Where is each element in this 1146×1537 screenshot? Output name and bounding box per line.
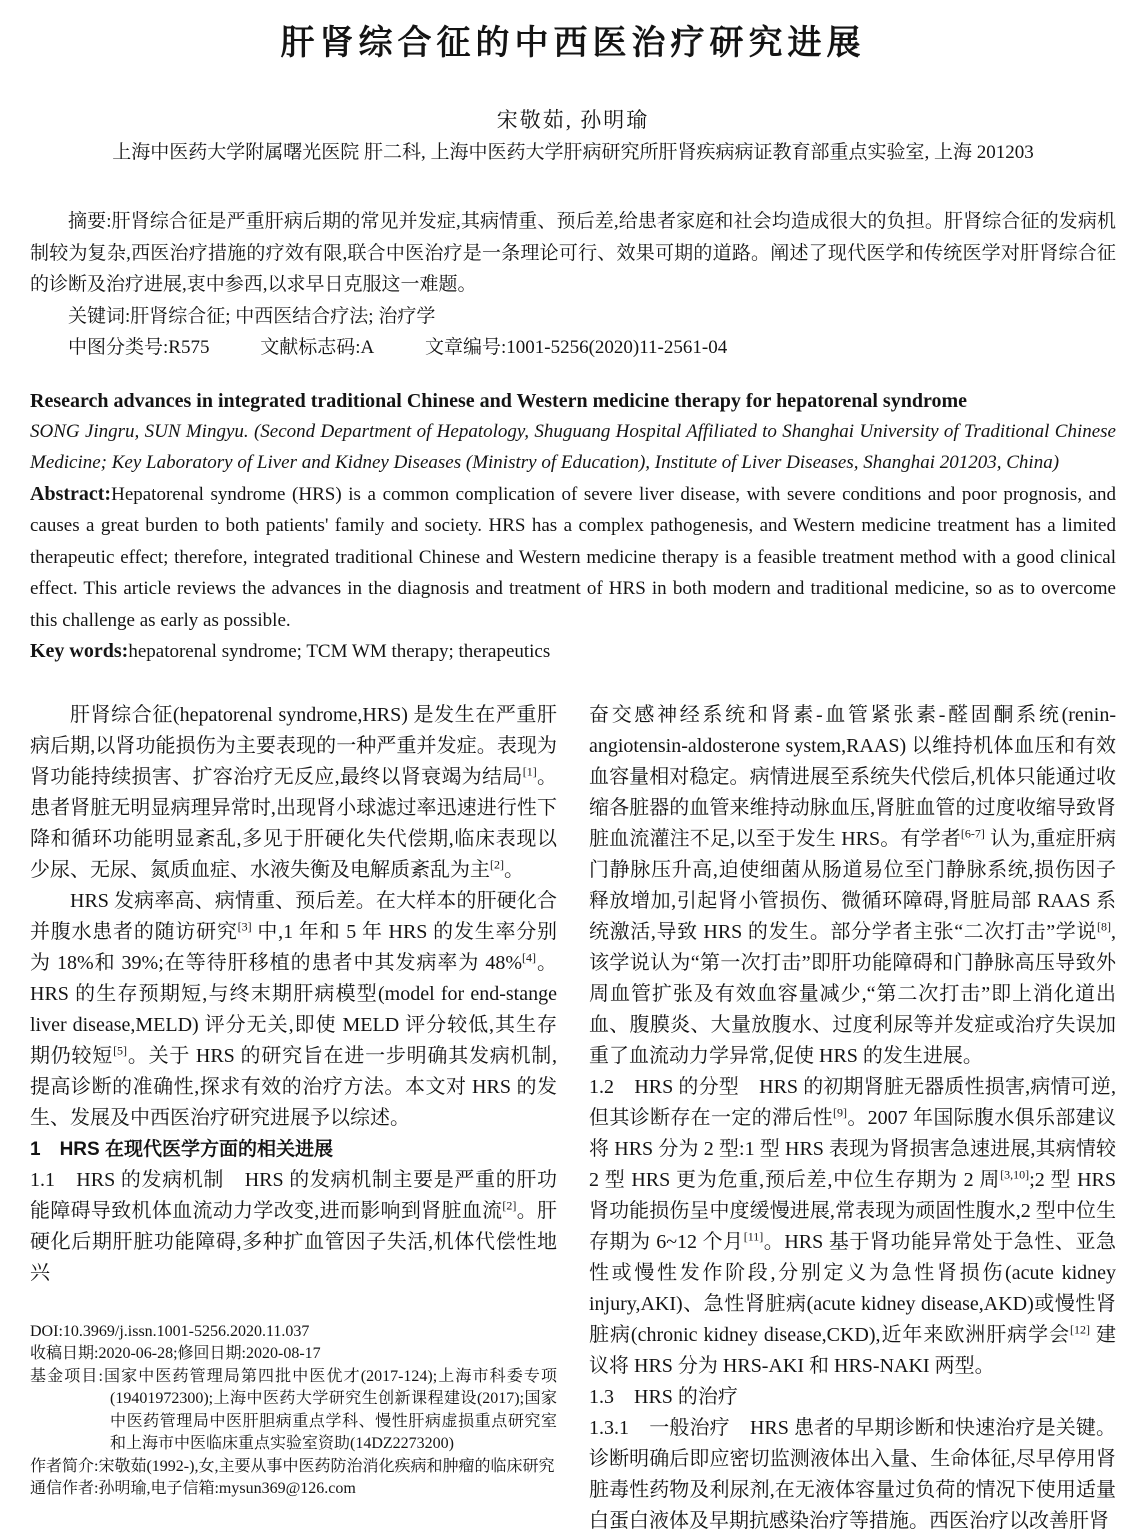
- keywords-label-cn: 关键词:: [68, 305, 131, 327]
- footnote-line: [30, 1366, 557, 1456]
- reference-superscript: [6-7]: [960, 825, 985, 840]
- doc-code-value: A: [360, 337, 375, 358]
- footnote-text: 国家中医药管理局第四批中医优才(2017-124);上海市科委专项(19401972300);上海中医药大学研究生创新课程建设(2017);国家中医药管理局中医肝胆病重点学科、慢性肝病虚损重点研究室和上海市中医临床重点实验室资助(14DZ2273200): [102, 1367, 557, 1452]
- footnote-text: 收稿日期:2020-06-28;修回日期:2020-08-17: [30, 1345, 321, 1362]
- reference-superscript: [3]: [237, 918, 252, 933]
- byline-en: SONG Jingru, SUN Mingyu. (Second Department of Hepatology, Shuguang Hospital Affiliated to Shanghai University of Traditional Chinese Medicine; Key Laboratory of Liver and Kidney Diseases (Ministry of Education), Institute of Liver Diseases, Shanghai 201203, China): [30, 420, 1116, 473]
- text-run: 。2007 年国际腹水俱乐部建议将 HRS 分为 2 型:1 型 HRS 表现为肾损害急速进展,其病情较 2 型 HRS 更为危重,预后差,中位生存期为 2 周: [589, 1106, 1116, 1191]
- text-run: 。HRS 的生存预期短,与终末期肝病模型(model for end-stange liver disease,MELD) 评分无关,即使 MELD 评分较低,其生存期仍较短: [30, 951, 557, 1067]
- abstract-label-en: Abstract:: [30, 482, 112, 505]
- section-heading: [589, 1382, 1116, 1413]
- text-run: 1.2 HRS 的分型 HRS 的初期肾脏无器质性损害,病情可逆,但其诊断存在一定的滞后性: [589, 1075, 1116, 1129]
- text-run: 建议将 HRS 分为 HRS-AKI 和 HRS-NAKI 两型。: [589, 1323, 1116, 1377]
- keywords-text-en: hepatorenal syndrome; TCM WM therapy; therapeutics: [128, 641, 551, 662]
- text-run: 中,1 年和 5 年 HRS 的发生率分别为 18%和 39%;在等待肝移植的患者中其发病率为 48%: [30, 920, 558, 974]
- abstract-paragraph-cn: [30, 206, 1116, 301]
- abstract-label-cn: 摘要:: [68, 211, 112, 232]
- footnote-label: 基金项目:: [30, 1367, 103, 1385]
- reference-superscript: [4]: [522, 949, 537, 964]
- text-run: ;2 型 HRS 肾功能损伤呈中度缓慢进展,常表现为顽固性腹水,2 型中位生存期为 6~12 个月: [589, 1168, 1117, 1253]
- footnote-line: [30, 1478, 557, 1501]
- text-run: 1.3 HRS 的治疗: [589, 1385, 738, 1408]
- text-run: 1.3.1 一般治疗 HRS 患者的早期诊断和快速治疗是关键。诊断明确后即应密切监测液体出入量、生命体征,尽早停用肾脏毒性药物及利尿剂,在无液体容量过负荷的情况下使用适量白蛋白液体及早期抗感染治疗等措施。西医治疗以改善肝肾: [589, 1416, 1116, 1532]
- footnote-line: [30, 1343, 557, 1366]
- authors-cn: 宋敬茹, 孙明瑜: [496, 108, 650, 132]
- article-title-en: Research advances in integrated traditional Chinese and Western medicine therapy for hepatorenal syndrome: [30, 389, 968, 412]
- keywords-label-en: Key words:: [30, 640, 129, 662]
- keywords-line-cn: [30, 301, 1116, 333]
- two-column-body: [30, 700, 1116, 1537]
- text-run: 。: [504, 858, 524, 881]
- affiliation-cn: 上海中医药大学附属曙光医院 肝二科, 上海中医药大学肝病研究所肝肾疾病病证教育部重点实验室, 上海 201203: [112, 142, 1034, 163]
- doc-code-label: 文献标志码:: [260, 337, 361, 358]
- abstract-paragraph-en: [30, 479, 1116, 637]
- clc-pair: [68, 337, 209, 358]
- text-run: HRS 发病率高、病情重、预后差。在大样本的肝硬化合并腹水患者的随访研究: [30, 889, 557, 943]
- right-column: [589, 700, 1116, 1537]
- reference-superscript: [11]: [743, 1228, 764, 1243]
- footnote-text: 宋敬茹(1992-),女,主要从事中医药防治消化疾病和肿瘤的临床研究: [98, 1457, 555, 1475]
- body-paragraph: [589, 700, 1116, 1072]
- doc-code-pair: [260, 337, 374, 358]
- text-run: 奋交感神经系统和肾素-血管紧张素-醛固酮系统(renin-angiotensin-aldosterone system,RAAS) 以维持机体血压和有效血容量相对稳定。病情进展至系统失代偿后,机体只能通过收缩各脏器的血管来维持动脉血压,肾脏血管的过度收缩导致肾脏血流灌注不足,以至于发生 HRS。有学者: [589, 703, 1116, 850]
- reference-superscript: [5]: [113, 1042, 128, 1057]
- reference-superscript: [3,10]: [1000, 1166, 1030, 1181]
- footnote-text: 孙明瑜,电子信箱:mysun369@126.com: [98, 1480, 356, 1497]
- reference-superscript: [12]: [1070, 1321, 1091, 1336]
- clc-label: 中图分类号:: [68, 337, 169, 358]
- abstract-text-cn: 肝肾综合征是严重肝病后期的常见并发症,其病情重、预后差,给患者家庭和社会均造成很大的负担。肝肾综合征的发病机制较为复杂,西医治疗措施的疗效有限,联合中医治疗是一条理论可行、效果可期的道路。阐述了现代医学和传统医学对肝肾综合征的诊断及治疗进展,衷中参西,以求早日克服这一难题。: [30, 211, 1116, 295]
- text-run: 认为,重症肝病门静脉压升高,迫使细菌从肠道易位至门静脉系统,损伤因子释放增加,引起肾小管损伤、微循环障碍,肾脏局部 RAAS 系统激活,导致 HRS 的发生。部分学者主张“二次打击”学说: [589, 827, 1117, 943]
- article-title-cn: 肝肾综合征的中西医治疗研究进展: [280, 25, 866, 62]
- text-run: 肝肾综合征(hepatorenal syndrome,HRS) 是发生在严重肝病后期,以肾功能损伤为主要表现的一种严重并发症。表现为肾功能持续损害、扩容治疗无反应,最终以肾衰竭为结局: [30, 703, 557, 788]
- text-run: 1.1 HRS 的发病机制 HRS 的发病机制主要是严重的肝功能障碍导致机体血流动力学改变,进而影响到肾脏血流: [30, 1168, 557, 1222]
- body-paragraph: [30, 886, 557, 1134]
- english-abstract-block: [30, 386, 1116, 668]
- footnote-line: [30, 1321, 557, 1344]
- body-paragraph: [30, 1165, 557, 1289]
- footnote-text: DOI:10.3969/j.issn.1001-5256.2020.11.037: [30, 1322, 310, 1340]
- text-run: 1 HRS 在现代医学方面的相关进展: [30, 1138, 333, 1160]
- body-paragraph: [30, 700, 557, 886]
- left-column-paragraphs: [30, 700, 557, 1289]
- reference-superscript: [2]: [490, 856, 504, 871]
- footnote-block: [30, 1321, 557, 1501]
- reference-superscript: [8]: [1097, 918, 1111, 933]
- reference-superscript: [2]: [502, 1197, 517, 1212]
- chinese-abstract-block: [30, 206, 1116, 364]
- footnote-label: 通信作者:: [30, 1480, 99, 1497]
- article-id-label: 文章编号:: [424, 337, 507, 358]
- abstract-text-en: Hepatorenal syndrome (HRS) is a common complication of severe liver disease, with severe conditions and poor prognosis, and causes a great burden to both patients' family and society. HRS has a complex pathogenesis, and Western medicine treatment has a limited therapeutic effect; therefore, integrated traditional Chinese and Western medicine therapy is a feasible treatment method with a good clinical effect. This article reviews the advances in the diagnosis and treatment of HRS in both modern and traditional medicine, so as to overcome this challenge as early as possible.: [30, 483, 1116, 631]
- footnote-label: 作者简介:: [30, 1457, 99, 1475]
- keywords-text-cn: 肝肾综合征; 中西医结合疗法; 治疗学: [130, 305, 436, 327]
- classification-line: [30, 332, 1116, 364]
- text-run: 。患者肾脏无明显病理异常时,出现肾小球滤过率迅速进行性下降和循环功能明显紊乱,多见于肝硬化失代偿期,临床表现以少尿、无尿、氮质血症、水液失衡及电解质紊乱为主: [30, 765, 558, 881]
- body-paragraph: [589, 1072, 1116, 1382]
- text-run: 。关于 HRS 的研究旨在进一步明确其发病机制,提高诊断的准确性,探求有效的治疗方法。本文对 HRS 的发生、发展及中西医治疗研究进展予以综述。: [30, 1044, 558, 1129]
- keywords-line-en: [30, 636, 1116, 668]
- text-run: 。肝硬化后期肝脏功能障碍,多种扩血管因子失活,机体代偿性地兴: [30, 1199, 558, 1284]
- text-run: 。HRS 基于肾功能异常处于急性、亚急性或慢性发作阶段,分别定义为急性肾损伤(acute kidney injury,AKI)、急性肾脏病(acute kidney disease,AKD)或慢性肾脏病(chronic kidney disease,CKD),近年来欧洲肝病学会: [589, 1230, 1117, 1346]
- footnote-line: [30, 1456, 557, 1479]
- reference-superscript: [1]: [522, 763, 537, 778]
- body-paragraph: [589, 1413, 1116, 1537]
- article-id-pair: [425, 337, 727, 358]
- right-column-paragraphs: [589, 700, 1116, 1537]
- left-column: [30, 700, 557, 1537]
- section-heading: [30, 1134, 557, 1165]
- article-id-value: 1001-5256(2020)11-2561-04: [506, 337, 728, 358]
- text-run: ,该学说认为“第一次打击”即肝功能障碍和门静脉高压导致外周血管扩张及有效血容量减少,“第二次打击”即上消化道出血、腹膜炎、大量放腹水、过度利尿等并发症或治疗失误加重了血流动力学异常,促使 HRS 的发生进展。: [589, 920, 1116, 1067]
- reference-superscript: [9]: [833, 1104, 847, 1119]
- clc-value: R575: [168, 337, 210, 358]
